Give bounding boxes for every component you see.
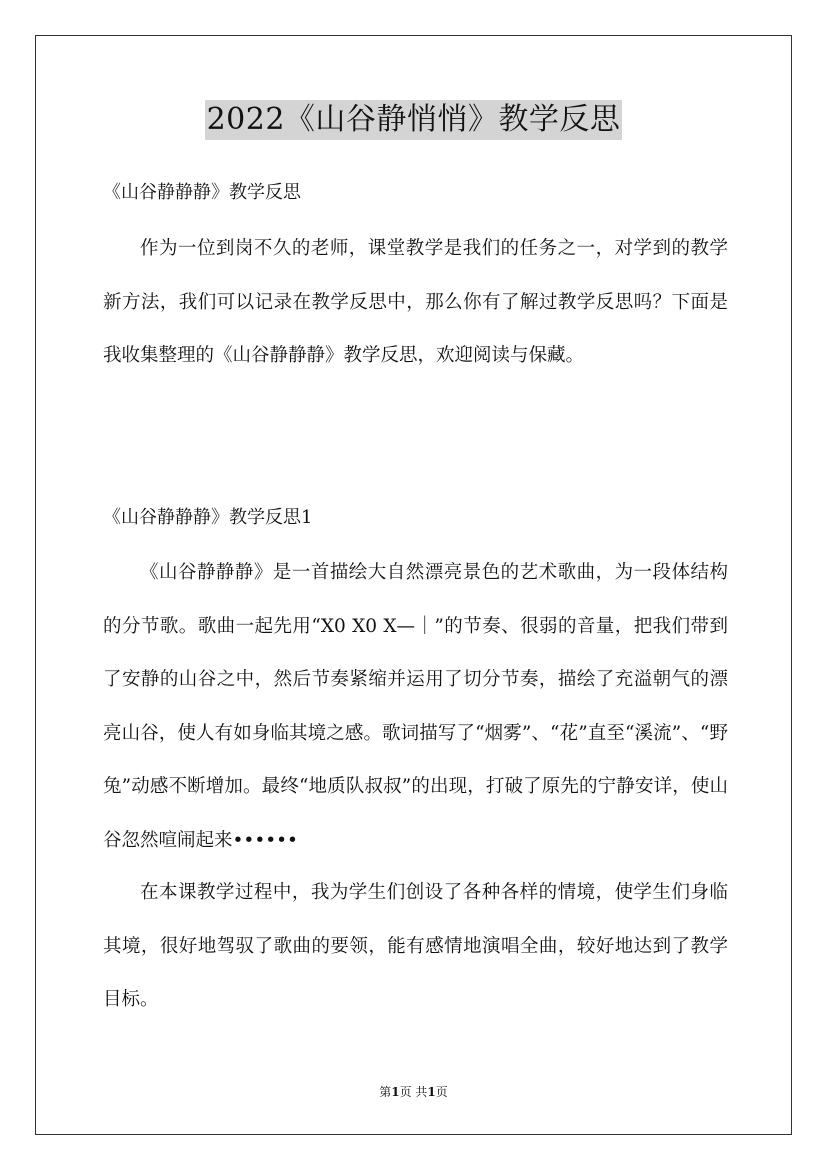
footer-mid: 页 共 <box>399 1085 428 1099</box>
page-footer <box>0 1083 827 1100</box>
document-subtitle: 《山谷静静静》教学反思 <box>103 182 301 203</box>
footer-page-total: 1 <box>427 1085 436 1099</box>
section1-paragraph-1: 《山谷静静静》是一首描绘大自然漂亮景色的艺术歌曲，为一段体结构的分节歌。歌曲一起先用“X0 X0 X—｜”的节奏、很弱的音量，把我们带到了安静的山谷之中，然后节奏紧缩并运用了切分节奏，描绘了充溢朝气的漂亮山谷，使人有如身临其境之感。歌词描写了“烟雾”、“花”直至“溪流”、“野兔”动感不断增加。最终“地质队叔叔”的出现，打破了原先的宁静安详，使山谷忽然喧闹起来•••••• <box>103 562 728 851</box>
section-heading-1: 《山谷静静静》教学反思1 <box>103 507 313 528</box>
intro-paragraph: 作为一位到岗不久的老师，课堂教学是我们的任务之一，对学到的教学新方法，我们可以记录在教学反思中，那么你有了解过教学反思吗？下面是我收集整理的《山谷静静静》教学反思，欢迎阅读与保藏。 <box>103 238 728 366</box>
title-container <box>0 100 827 140</box>
section1-paragraph-2: 在本课教学过程中，我为学生们创设了各种各样的情境，使学生们身临其境，很好地驾驭了歌曲的要领，能有感情地演唱全曲，较好地达到了教学目标。 <box>103 882 728 1010</box>
footer-prefix: 第 <box>379 1085 392 1099</box>
footer-page-current: 1 <box>391 1085 400 1099</box>
footer-suffix: 页 <box>435 1085 448 1099</box>
document-title: 2022《山谷静悄悄》教学反思 <box>205 100 623 140</box>
